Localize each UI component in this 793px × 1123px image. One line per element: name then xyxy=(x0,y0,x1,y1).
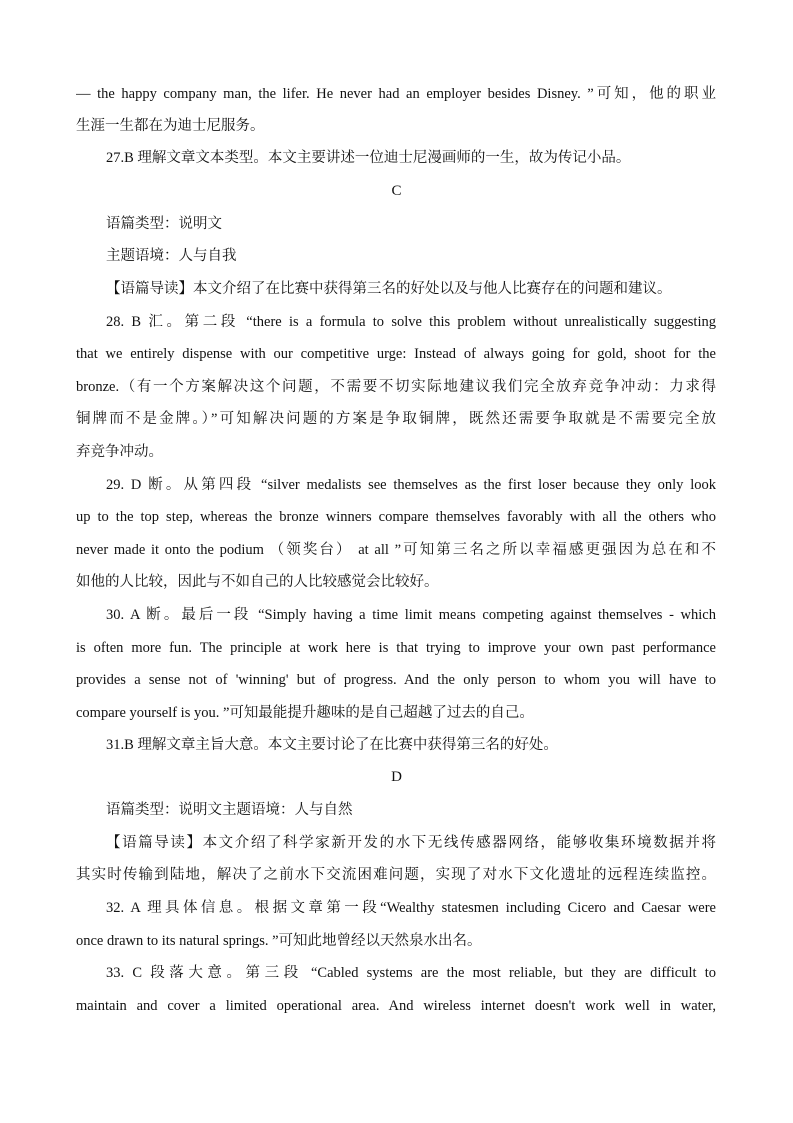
text-line: that we entirely dispense with our competitive urge: Instead of always going for gold, shoot for the xyxy=(76,346,716,362)
text-line: — the happy company man, the lifer. He never had an employer besides Disney. ”可知，他的职业 xyxy=(76,86,716,102)
text-line: provides a sense not of 'winning' but of progress. And the only person to whom you will have to xyxy=(76,672,716,688)
text-line: 主题语境：人与自我 xyxy=(106,248,237,264)
text-line: never made it onto the podium （领奖台） at all ”可知第三名之所以幸福感更强因为总在和不 xyxy=(76,542,716,558)
text-line: 其实时传输到陆地，解决了之前水下交流困难问题，实现了对水下文化遗址的远程连续监控。 xyxy=(76,867,716,883)
text-line: 30. A 断。最后一段 “Simply having a time limit means competing against themselves - which xyxy=(106,607,716,623)
text-line: 语篇类型：说明文主题语境：人与自然 xyxy=(106,802,353,818)
text-line: 如他的人比较，因此与不如自己的人比较感觉会比较好。 xyxy=(76,574,439,590)
text-line: 弃竞争冲动。 xyxy=(76,444,163,460)
text-line: 31.B 理解文章主旨大意。本文主要讨论了在比赛中获得第三名的好处。 xyxy=(106,737,558,753)
text-line: 语篇类型：说明文 xyxy=(106,216,222,232)
text-line: maintain and cover a limited operational area. And wireless internet doesn't work well in water, xyxy=(76,998,716,1014)
text-line: 27.B 理解文章文本类型。本文主要讲述一位迪士尼漫画师的一生，故为传记小品。 xyxy=(106,150,631,166)
text-line: up to the top step, whereas the bronze winners compare themselves favorably with all the others who xyxy=(76,509,716,525)
text-line: 【语篇导读】本文介绍了科学家新开发的水下无线传感器网络，能够收集环境数据并将 xyxy=(106,835,716,851)
text-line: 铜牌而不是金牌。）”可知解决问题的方案是争取铜牌，既然还需要争取就是不需要完全放 xyxy=(76,411,716,427)
text-line: once drawn to its natural springs. ”可知此地曾经以天然泉水出名。 xyxy=(76,933,482,949)
text-line: 29. D 断。从第四段 “silver medalists see themselves as the first loser because they only look xyxy=(106,477,716,493)
text-line: bronze.（有一个方案解决这个问题，不需要不切实际地建议我们完全放弃竞争冲动：力求得 xyxy=(76,379,716,395)
text-line: 28. B 汇。第二段 “there is a formula to solve this problem without unrealistically suggesting xyxy=(106,314,716,330)
text-line: 【语篇导读】本文介绍了在比赛中获得第三名的好处以及与他人比赛存在的问题和建议。 xyxy=(106,281,672,297)
text-line: is often more fun. The principle at work here is that trying to improve your own past performance xyxy=(76,640,716,656)
text-line: compare yourself is you. ”可知最能提升趣味的是自己超越了过去的自己。 xyxy=(76,705,534,721)
section-heading-d: D xyxy=(391,769,402,785)
text-line: 生涯一生都在为迪士尼服务。 xyxy=(76,118,265,134)
section-heading-c: C xyxy=(391,183,402,199)
text-line: 32. A 理具体信息。根据文章第一段“Wealthy statesmen including Cicero and Caesar were xyxy=(106,900,716,916)
text-line: 33. C 段落大意。第三段 “Cabled systems are the most reliable, but they are difficult to xyxy=(106,965,716,981)
